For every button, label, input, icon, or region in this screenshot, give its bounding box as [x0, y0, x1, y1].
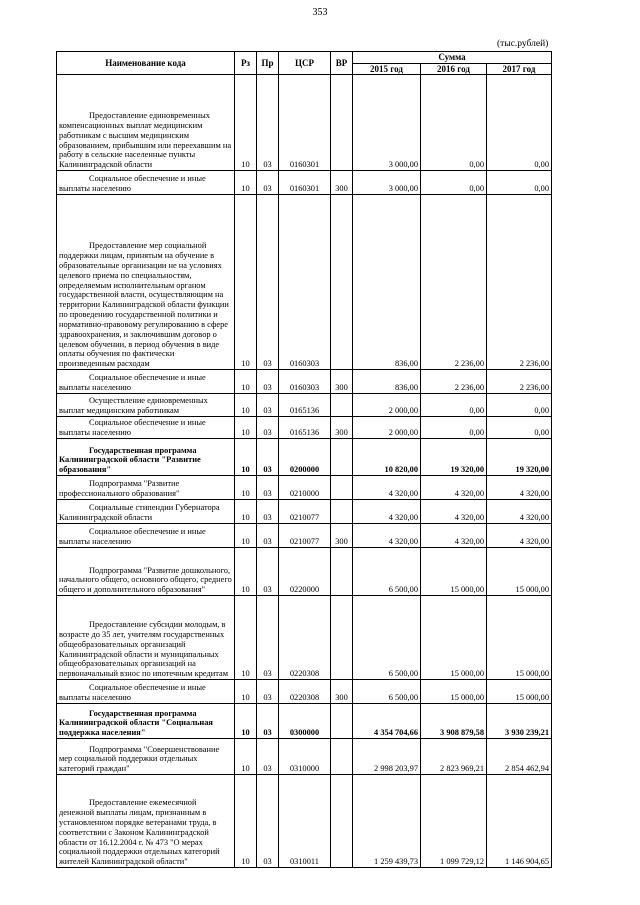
row-name	[57, 394, 235, 417]
page-number: 353	[312, 7, 328, 18]
row-sum-2015: 4 320,00	[353, 524, 421, 548]
row-pr: 03	[257, 439, 279, 476]
row-name	[57, 775, 235, 868]
row-name	[57, 524, 235, 548]
table-row	[57, 195, 552, 370]
row-pr: 03	[257, 500, 279, 524]
row-pr: 03	[257, 596, 279, 680]
row-name	[57, 75, 235, 171]
row-name-text: Социальное обеспечение и иные выплаты населению	[59, 527, 206, 547]
table-row	[57, 394, 552, 417]
row-name	[57, 171, 235, 195]
row-sum-2015: 1 259 439,73	[353, 775, 421, 868]
table-row	[57, 739, 552, 775]
row-name-text: Предоставление единовременных компенсационных выплат медицинским работникам с высшим медицинским образованием, прибывшим или переехавшим на работу в сельские населенные пункты Калининградской области	[59, 111, 232, 170]
row-rz: 10	[235, 596, 257, 680]
row-vr	[331, 775, 353, 868]
row-sum-2015: 10 820,00	[353, 439, 421, 476]
row-pr: 03	[257, 775, 279, 868]
row-name-text: Социальное обеспечение и иные выплаты населению	[59, 418, 206, 438]
row-sum-2016: 0,00	[421, 171, 487, 195]
row-vr: 300	[331, 370, 353, 394]
row-csr: 0165136	[279, 417, 331, 439]
row-sum-2016: 2 236,00	[421, 195, 487, 370]
row-csr: 0160303	[279, 195, 331, 370]
row-rz: 10	[235, 680, 257, 704]
row-sum-2017: 2 236,00	[487, 370, 552, 394]
row-pr: 03	[257, 75, 279, 171]
row-vr	[331, 739, 353, 775]
row-pr: 03	[257, 171, 279, 195]
row-sum-2015: 836,00	[353, 370, 421, 394]
row-name	[57, 476, 235, 500]
row-sum-2017: 15 000,00	[487, 596, 552, 680]
row-vr	[331, 704, 353, 739]
row-sum-2016: 4 320,00	[421, 500, 487, 524]
row-name	[57, 548, 235, 596]
header-pr: Пр	[257, 52, 279, 75]
row-vr	[331, 195, 353, 370]
table-row	[57, 500, 552, 524]
row-name	[57, 596, 235, 680]
row-csr: 0310011	[279, 775, 331, 868]
row-rz: 10	[235, 775, 257, 868]
table-row	[57, 548, 552, 596]
table-row	[57, 680, 552, 704]
row-csr: 0210077	[279, 500, 331, 524]
header-vr: ВР	[331, 52, 353, 75]
row-name-text: Предоставление субсидии молодым, в возрасте до 35 лет, учителям государственных общеобразовательных организаций Калининградской области и муниципальных общеобразовательных организаций на первоначальный взнос по ипотечным кредитам	[59, 620, 229, 679]
row-rz: 10	[235, 75, 257, 171]
row-name	[57, 439, 235, 476]
row-sum-2016: 2 236,00	[421, 370, 487, 394]
table-row	[57, 524, 552, 548]
row-pr: 03	[257, 394, 279, 417]
row-name-text: Социальные стипендии Губернатора Калининградской области	[59, 503, 220, 523]
row-sum-2017: 4 320,00	[487, 524, 552, 548]
row-name-text: Осуществление единовременных выплат медицинским работникам	[59, 396, 208, 416]
table-row	[57, 439, 552, 476]
row-vr	[331, 439, 353, 476]
row-sum-2016: 2 823 969,21	[421, 739, 487, 775]
units-label: (тыс.рублей)	[497, 39, 549, 49]
table-row	[57, 370, 552, 394]
row-sum-2015: 6 500,00	[353, 596, 421, 680]
row-pr: 03	[257, 548, 279, 596]
row-rz: 10	[235, 439, 257, 476]
row-sum-2015: 2 000,00	[353, 394, 421, 417]
row-name-text: Подпрограмма "Развитие дошкольного, начального общего, основного общего, среднего общего и дополнительного образования"	[59, 565, 232, 595]
row-rz: 10	[235, 500, 257, 524]
row-sum-2017: 15 000,00	[487, 548, 552, 596]
row-pr: 03	[257, 417, 279, 439]
row-csr: 0220308	[279, 596, 331, 680]
table-row	[57, 171, 552, 195]
row-csr: 0160301	[279, 75, 331, 171]
row-sum-2017: 4 320,00	[487, 476, 552, 500]
header-name: Наименование кода	[57, 52, 235, 75]
header-sum: Сумма	[353, 52, 552, 64]
row-rz: 10	[235, 476, 257, 500]
row-sum-2016: 15 000,00	[421, 596, 487, 680]
row-sum-2017: 15 000,00	[487, 680, 552, 704]
table-row	[57, 775, 552, 868]
row-pr: 03	[257, 739, 279, 775]
row-sum-2015: 3 000,00	[353, 171, 421, 195]
row-sum-2016: 0,00	[421, 75, 487, 171]
row-pr: 03	[257, 704, 279, 739]
row-sum-2015: 836,00	[353, 195, 421, 370]
row-sum-2016: 19 320,00	[421, 439, 487, 476]
row-rz: 10	[235, 394, 257, 417]
row-sum-2015: 6 500,00	[353, 548, 421, 596]
row-sum-2015: 6 500,00	[353, 680, 421, 704]
row-sum-2016: 15 000,00	[421, 548, 487, 596]
table-row	[57, 596, 552, 680]
row-name-text: Социальное обеспечение и иные выплаты населению	[59, 174, 206, 194]
row-name-text: Государственная программа Калининградской области "Развитие образования"	[59, 445, 201, 475]
row-csr: 0160303	[279, 370, 331, 394]
row-sum-2015: 3 000,00	[353, 75, 421, 171]
row-sum-2017: 0,00	[487, 75, 552, 171]
header-rz: Рз	[235, 52, 257, 75]
row-csr: 0220000	[279, 548, 331, 596]
row-sum-2017: 2 854 462,94	[487, 739, 552, 775]
row-vr	[331, 476, 353, 500]
header-csr: ЦСР	[279, 52, 331, 75]
row-sum-2017: 1 146 904,65	[487, 775, 552, 868]
row-csr: 0200000	[279, 439, 331, 476]
row-vr: 300	[331, 680, 353, 704]
row-csr: 0165136	[279, 394, 331, 417]
table-row	[57, 476, 552, 500]
row-name	[57, 739, 235, 775]
row-name	[57, 195, 235, 370]
table-body	[57, 75, 552, 868]
row-name	[57, 704, 235, 739]
row-rz: 10	[235, 171, 257, 195]
row-name-text: Подпрограмма "Развитие профессионального образования"	[59, 479, 180, 499]
row-csr: 0210077	[279, 524, 331, 548]
row-csr: 0160301	[279, 171, 331, 195]
row-vr	[331, 596, 353, 680]
row-csr: 0220308	[279, 680, 331, 704]
row-rz: 10	[235, 195, 257, 370]
row-name-text: Предоставление мер социальной поддержки лицам, принятым на обучение в образовательные организации не на условиях целевого приема по специальностям, определяемым исполнительным органом государственной власти, осуществляющим на территории Калининградской области функции по проведению государственной политики и нормативно-правовому регулированию в сфере здравоохранения, и заключившим договор о целевом обучении, в период обучения в виде оплаты обучения по фактически произведенным расходам	[59, 241, 229, 369]
row-sum-2016: 1 099 729,12	[421, 775, 487, 868]
row-name	[57, 370, 235, 394]
row-rz: 10	[235, 524, 257, 548]
row-rz: 10	[235, 417, 257, 439]
row-vr	[331, 500, 353, 524]
row-name-text: Социальное обеспечение и иные выплаты населению	[59, 373, 206, 393]
row-pr: 03	[257, 370, 279, 394]
header-2016: 2016 год	[421, 63, 487, 75]
row-name-text: Предоставление ежемесячной денежной выплаты лицам, признанным в установленном порядке ветеранами труда, в соответствии с Законом Калининградской области от 16.12.2004 г. № 473 "О мерах социальной поддержки отдельных категорий жителей Калининградской области"	[59, 798, 220, 867]
row-rz: 10	[235, 704, 257, 739]
row-rz: 10	[235, 370, 257, 394]
row-sum-2017: 4 320,00	[487, 500, 552, 524]
row-sum-2016: 4 320,00	[421, 476, 487, 500]
row-vr: 300	[331, 417, 353, 439]
row-vr	[331, 548, 353, 596]
row-csr: 0210000	[279, 476, 331, 500]
row-sum-2015: 2 000,00	[353, 417, 421, 439]
row-csr: 0310000	[279, 739, 331, 775]
table-row	[57, 75, 552, 171]
row-sum-2017: 0,00	[487, 394, 552, 417]
header-2017: 2017 год	[487, 63, 552, 75]
row-vr	[331, 394, 353, 417]
row-pr: 03	[257, 476, 279, 500]
row-name-text: Подпрограмма "Совершенствование мер социальной поддержки отдельных категорий граждан"	[59, 744, 220, 774]
header-2015: 2015 год	[353, 63, 421, 75]
row-sum-2017: 2 236,00	[487, 195, 552, 370]
row-sum-2016: 0,00	[421, 417, 487, 439]
row-sum-2016: 3 908 879,58	[421, 704, 487, 739]
row-sum-2016: 0,00	[421, 394, 487, 417]
table-row	[57, 704, 552, 739]
row-sum-2015: 2 998 203,97	[353, 739, 421, 775]
row-name-text: Государственная программа Калининградской области "Социальная поддержка населения"	[59, 708, 213, 738]
row-sum-2016: 15 000,00	[421, 680, 487, 704]
row-sum-2015: 4 320,00	[353, 476, 421, 500]
row-vr	[331, 75, 353, 171]
row-name	[57, 500, 235, 524]
row-name	[57, 680, 235, 704]
row-sum-2015: 4 354 704,66	[353, 704, 421, 739]
row-pr: 03	[257, 524, 279, 548]
row-rz: 10	[235, 739, 257, 775]
row-pr: 03	[257, 680, 279, 704]
row-sum-2017: 0,00	[487, 417, 552, 439]
row-vr: 300	[331, 524, 353, 548]
row-name	[57, 417, 235, 439]
row-sum-2017: 19 320,00	[487, 439, 552, 476]
budget-table	[56, 51, 552, 868]
row-sum-2017: 3 930 239,21	[487, 704, 552, 739]
row-sum-2016: 4 320,00	[421, 524, 487, 548]
row-csr: 0300000	[279, 704, 331, 739]
row-rz: 10	[235, 548, 257, 596]
table-row	[57, 417, 552, 439]
row-sum-2017: 0,00	[487, 171, 552, 195]
row-vr: 300	[331, 171, 353, 195]
row-sum-2015: 4 320,00	[353, 500, 421, 524]
row-pr: 03	[257, 195, 279, 370]
row-name-text: Социальное обеспечение и иные выплаты населению	[59, 683, 206, 703]
